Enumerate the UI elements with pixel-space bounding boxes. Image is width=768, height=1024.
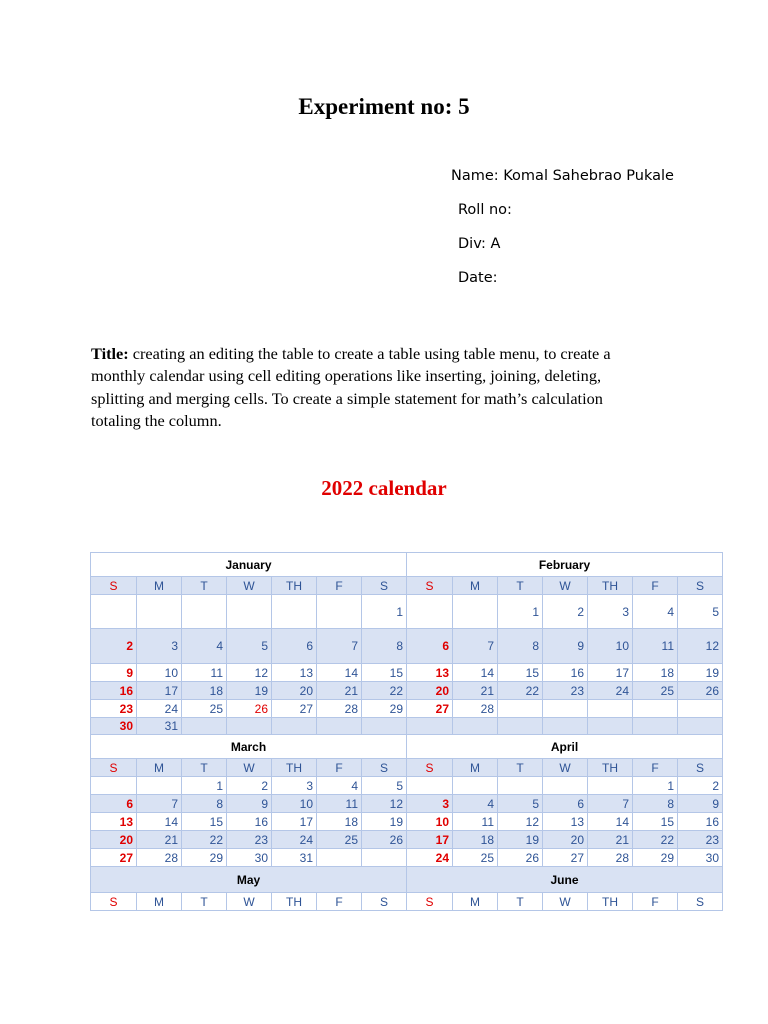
month-header-row bbox=[91, 867, 723, 893]
day-cell: 17 bbox=[137, 682, 182, 700]
weekday-label: W bbox=[543, 759, 588, 777]
day-cell bbox=[91, 777, 137, 795]
day-cell: 22 bbox=[633, 831, 678, 849]
month-name: January bbox=[91, 553, 407, 577]
day-cell: 8 bbox=[362, 629, 407, 664]
day-cell: 9 bbox=[678, 795, 723, 813]
day-cell: 24 bbox=[588, 682, 633, 700]
day-cell: 2 bbox=[227, 777, 272, 795]
day-cell: 20 bbox=[543, 831, 588, 849]
day-cell: 31 bbox=[137, 718, 182, 735]
day-cell: 18 bbox=[453, 831, 498, 849]
day-cell: 27 bbox=[407, 700, 453, 718]
day-cell: 5 bbox=[362, 777, 407, 795]
day-cell: 1 bbox=[182, 777, 227, 795]
weekday-label: T bbox=[498, 759, 543, 777]
day-cell: 17 bbox=[272, 813, 317, 831]
day-cell: 14 bbox=[453, 664, 498, 682]
day-cell bbox=[453, 595, 498, 629]
weekday-label: W bbox=[227, 893, 272, 911]
day-cell: 15 bbox=[362, 664, 407, 682]
weekday-label: M bbox=[453, 759, 498, 777]
weekday-label: T bbox=[498, 893, 543, 911]
day-cell: 29 bbox=[182, 849, 227, 867]
day-cell: 22 bbox=[362, 682, 407, 700]
day-cell bbox=[227, 595, 272, 629]
weekday-label: M bbox=[137, 893, 182, 911]
day-cell: 25 bbox=[453, 849, 498, 867]
day-cell: 22 bbox=[182, 831, 227, 849]
weekday-label: F bbox=[317, 893, 362, 911]
week-row bbox=[91, 813, 723, 831]
day-cell bbox=[317, 849, 362, 867]
day-cell bbox=[588, 700, 633, 718]
calendar-body bbox=[91, 553, 723, 911]
weekday-label: T bbox=[182, 893, 227, 911]
day-cell: 9 bbox=[91, 664, 137, 682]
day-cell: 25 bbox=[182, 700, 227, 718]
day-cell bbox=[272, 718, 317, 735]
day-cell: 28 bbox=[317, 700, 362, 718]
paragraph-line: monthly calendar using cell editing operations like inserting, joining, deleting, bbox=[91, 366, 602, 386]
week-row bbox=[91, 682, 723, 700]
day-cell: 10 bbox=[407, 813, 453, 831]
day-cell: 2 bbox=[678, 777, 723, 795]
day-cell: 19 bbox=[678, 664, 723, 682]
weekday-header-row bbox=[91, 893, 723, 911]
day-cell: 28 bbox=[137, 849, 182, 867]
day-cell: 3 bbox=[407, 795, 453, 813]
day-cell: 23 bbox=[678, 831, 723, 849]
week-row bbox=[91, 831, 723, 849]
day-cell: 22 bbox=[498, 682, 543, 700]
day-cell bbox=[543, 777, 588, 795]
day-cell: 5 bbox=[678, 595, 723, 629]
day-cell bbox=[91, 595, 137, 629]
day-cell: 12 bbox=[678, 629, 723, 664]
day-cell: 18 bbox=[182, 682, 227, 700]
weekday-label: TH bbox=[588, 759, 633, 777]
day-cell: 8 bbox=[182, 795, 227, 813]
week-row bbox=[91, 629, 723, 664]
day-cell: 28 bbox=[588, 849, 633, 867]
day-cell: 19 bbox=[362, 813, 407, 831]
day-cell: 7 bbox=[137, 795, 182, 813]
day-cell bbox=[498, 700, 543, 718]
day-cell: 13 bbox=[407, 664, 453, 682]
day-cell bbox=[407, 718, 453, 735]
day-cell: 18 bbox=[317, 813, 362, 831]
day-cell: 24 bbox=[407, 849, 453, 867]
paragraph-line: totaling the column. bbox=[91, 410, 222, 430]
day-cell: 27 bbox=[91, 849, 137, 867]
day-cell bbox=[498, 718, 543, 735]
week-row bbox=[91, 664, 723, 682]
day-cell: 26 bbox=[678, 682, 723, 700]
weekday-label: S bbox=[91, 759, 137, 777]
day-cell: 6 bbox=[91, 795, 137, 813]
month-name: May bbox=[91, 867, 407, 893]
day-cell: 30 bbox=[678, 849, 723, 867]
day-cell bbox=[633, 700, 678, 718]
weekday-label: TH bbox=[588, 577, 633, 595]
title-paragraph bbox=[91, 343, 671, 432]
day-cell: 13 bbox=[272, 664, 317, 682]
weekday-label: S bbox=[362, 759, 407, 777]
day-cell: 29 bbox=[362, 700, 407, 718]
day-cell: 19 bbox=[227, 682, 272, 700]
day-cell bbox=[588, 777, 633, 795]
month-name: April bbox=[407, 735, 723, 759]
day-cell bbox=[272, 595, 317, 629]
paragraph-line: creating an editing the table to create a table using table menu, to create a bbox=[128, 344, 611, 363]
day-cell: 17 bbox=[588, 664, 633, 682]
day-cell: 10 bbox=[272, 795, 317, 813]
day-cell: 20 bbox=[91, 831, 137, 849]
day-cell: 3 bbox=[588, 595, 633, 629]
day-cell bbox=[678, 718, 723, 735]
weekday-label: S bbox=[362, 577, 407, 595]
day-cell bbox=[362, 849, 407, 867]
weekday-label: S bbox=[91, 893, 137, 911]
paragraph-line: splitting and merging cells. To create a simple statement for math’s calculation bbox=[91, 388, 603, 408]
day-cell: 23 bbox=[91, 700, 137, 718]
day-cell bbox=[137, 595, 182, 629]
day-cell: 12 bbox=[227, 664, 272, 682]
day-cell: 26 bbox=[362, 831, 407, 849]
day-cell: 1 bbox=[633, 777, 678, 795]
day-cell: 30 bbox=[227, 849, 272, 867]
weekday-label: W bbox=[227, 577, 272, 595]
day-cell: 11 bbox=[633, 629, 678, 664]
week-row bbox=[91, 718, 723, 735]
day-cell: 11 bbox=[182, 664, 227, 682]
month-header-row bbox=[91, 735, 723, 759]
roll-number: Roll no: bbox=[458, 202, 512, 218]
day-cell: 6 bbox=[272, 629, 317, 664]
day-cell: 15 bbox=[633, 813, 678, 831]
day-cell: 20 bbox=[407, 682, 453, 700]
weekday-label: W bbox=[543, 577, 588, 595]
weekday-label: M bbox=[453, 577, 498, 595]
title-label: Title: bbox=[91, 344, 129, 363]
day-cell: 15 bbox=[498, 664, 543, 682]
day-cell: 25 bbox=[633, 682, 678, 700]
weekday-label: T bbox=[498, 577, 543, 595]
day-cell: 29 bbox=[633, 849, 678, 867]
week-row bbox=[91, 777, 723, 795]
month-name: February bbox=[407, 553, 723, 577]
day-cell: 7 bbox=[453, 629, 498, 664]
weekday-label: W bbox=[543, 893, 588, 911]
day-cell: 20 bbox=[272, 682, 317, 700]
day-cell: 26 bbox=[498, 849, 543, 867]
day-cell bbox=[137, 777, 182, 795]
day-cell: 3 bbox=[137, 629, 182, 664]
day-cell bbox=[498, 777, 543, 795]
weekday-label: TH bbox=[588, 893, 633, 911]
day-cell bbox=[227, 718, 272, 735]
day-cell: 10 bbox=[588, 629, 633, 664]
day-cell: 9 bbox=[543, 629, 588, 664]
day-cell: 21 bbox=[317, 682, 362, 700]
day-cell bbox=[407, 777, 453, 795]
day-cell: 13 bbox=[543, 813, 588, 831]
day-cell: 2 bbox=[543, 595, 588, 629]
day-cell: 18 bbox=[633, 664, 678, 682]
weekday-label: TH bbox=[272, 577, 317, 595]
day-cell: 8 bbox=[498, 629, 543, 664]
day-cell: 16 bbox=[227, 813, 272, 831]
day-cell: 2 bbox=[91, 629, 137, 664]
weekday-header-row bbox=[91, 577, 723, 595]
day-cell: 23 bbox=[227, 831, 272, 849]
day-cell: 31 bbox=[272, 849, 317, 867]
weekday-label: TH bbox=[272, 759, 317, 777]
day-cell: 19 bbox=[498, 831, 543, 849]
day-cell: 23 bbox=[543, 682, 588, 700]
weekday-label: S bbox=[407, 893, 453, 911]
day-cell bbox=[543, 718, 588, 735]
weekday-label: T bbox=[182, 577, 227, 595]
weekday-label: S bbox=[678, 577, 723, 595]
document-title: Experiment no: 5 bbox=[298, 94, 470, 119]
day-cell: 24 bbox=[137, 700, 182, 718]
day-cell: 3 bbox=[272, 777, 317, 795]
day-cell: 16 bbox=[543, 664, 588, 682]
day-cell: 11 bbox=[453, 813, 498, 831]
day-cell: 25 bbox=[317, 831, 362, 849]
weekday-label: S bbox=[407, 759, 453, 777]
day-cell: 11 bbox=[317, 795, 362, 813]
day-cell bbox=[453, 777, 498, 795]
day-cell: 14 bbox=[137, 813, 182, 831]
day-cell: 24 bbox=[272, 831, 317, 849]
day-cell: 17 bbox=[407, 831, 453, 849]
calendar-heading: 2022 calendar bbox=[321, 476, 447, 500]
weekday-label: S bbox=[678, 893, 723, 911]
day-cell: 4 bbox=[182, 629, 227, 664]
week-row bbox=[91, 849, 723, 867]
day-cell: 6 bbox=[543, 795, 588, 813]
month-name: March bbox=[91, 735, 407, 759]
day-cell: 21 bbox=[588, 831, 633, 849]
weekday-label: F bbox=[317, 577, 362, 595]
month-header-row bbox=[91, 553, 723, 577]
weekday-label: T bbox=[182, 759, 227, 777]
weekday-label: TH bbox=[272, 893, 317, 911]
day-cell: 14 bbox=[588, 813, 633, 831]
day-cell: 8 bbox=[633, 795, 678, 813]
day-cell: 12 bbox=[362, 795, 407, 813]
day-cell: 1 bbox=[498, 595, 543, 629]
weekday-header-row bbox=[91, 759, 723, 777]
day-cell bbox=[362, 718, 407, 735]
day-cell: 27 bbox=[543, 849, 588, 867]
weekday-label: F bbox=[317, 759, 362, 777]
weekday-label: F bbox=[633, 893, 678, 911]
month-name: June bbox=[407, 867, 723, 893]
day-cell: 27 bbox=[272, 700, 317, 718]
week-row bbox=[91, 700, 723, 718]
day-cell: 13 bbox=[91, 813, 137, 831]
weekday-label: S bbox=[678, 759, 723, 777]
day-cell bbox=[588, 718, 633, 735]
student-name: Name: Komal Sahebrao Pukale bbox=[451, 168, 674, 184]
day-cell bbox=[317, 718, 362, 735]
day-cell: 16 bbox=[91, 682, 137, 700]
division: Div: A bbox=[458, 236, 501, 252]
day-cell: 12 bbox=[498, 813, 543, 831]
weekday-label: S bbox=[407, 577, 453, 595]
day-cell: 21 bbox=[453, 682, 498, 700]
day-cell: 4 bbox=[453, 795, 498, 813]
day-cell bbox=[407, 595, 453, 629]
weekday-label: S bbox=[362, 893, 407, 911]
week-row bbox=[91, 595, 723, 629]
day-cell bbox=[182, 718, 227, 735]
week-row bbox=[91, 795, 723, 813]
weekday-label: F bbox=[633, 577, 678, 595]
day-cell: 28 bbox=[453, 700, 498, 718]
day-cell: 4 bbox=[633, 595, 678, 629]
day-cell bbox=[453, 718, 498, 735]
day-cell: 4 bbox=[317, 777, 362, 795]
day-cell: 9 bbox=[227, 795, 272, 813]
day-cell bbox=[543, 700, 588, 718]
day-cell: 5 bbox=[227, 629, 272, 664]
day-cell: 16 bbox=[678, 813, 723, 831]
weekday-label: S bbox=[91, 577, 137, 595]
day-cell bbox=[678, 700, 723, 718]
day-cell: 10 bbox=[137, 664, 182, 682]
day-cell: 14 bbox=[317, 664, 362, 682]
day-cell: 15 bbox=[182, 813, 227, 831]
weekday-label: M bbox=[453, 893, 498, 911]
day-cell: 6 bbox=[407, 629, 453, 664]
weekday-label: W bbox=[227, 759, 272, 777]
day-cell bbox=[317, 595, 362, 629]
weekday-label: M bbox=[137, 577, 182, 595]
day-cell: 21 bbox=[137, 831, 182, 849]
day-cell: 26 bbox=[227, 700, 272, 718]
day-cell: 7 bbox=[317, 629, 362, 664]
calendar-table bbox=[90, 552, 723, 911]
date-field: Date: bbox=[458, 270, 498, 286]
day-cell bbox=[633, 718, 678, 735]
day-cell: 7 bbox=[588, 795, 633, 813]
day-cell: 1 bbox=[362, 595, 407, 629]
weekday-label: M bbox=[137, 759, 182, 777]
weekday-label: F bbox=[633, 759, 678, 777]
day-cell bbox=[182, 595, 227, 629]
day-cell: 30 bbox=[91, 718, 137, 735]
day-cell: 5 bbox=[498, 795, 543, 813]
